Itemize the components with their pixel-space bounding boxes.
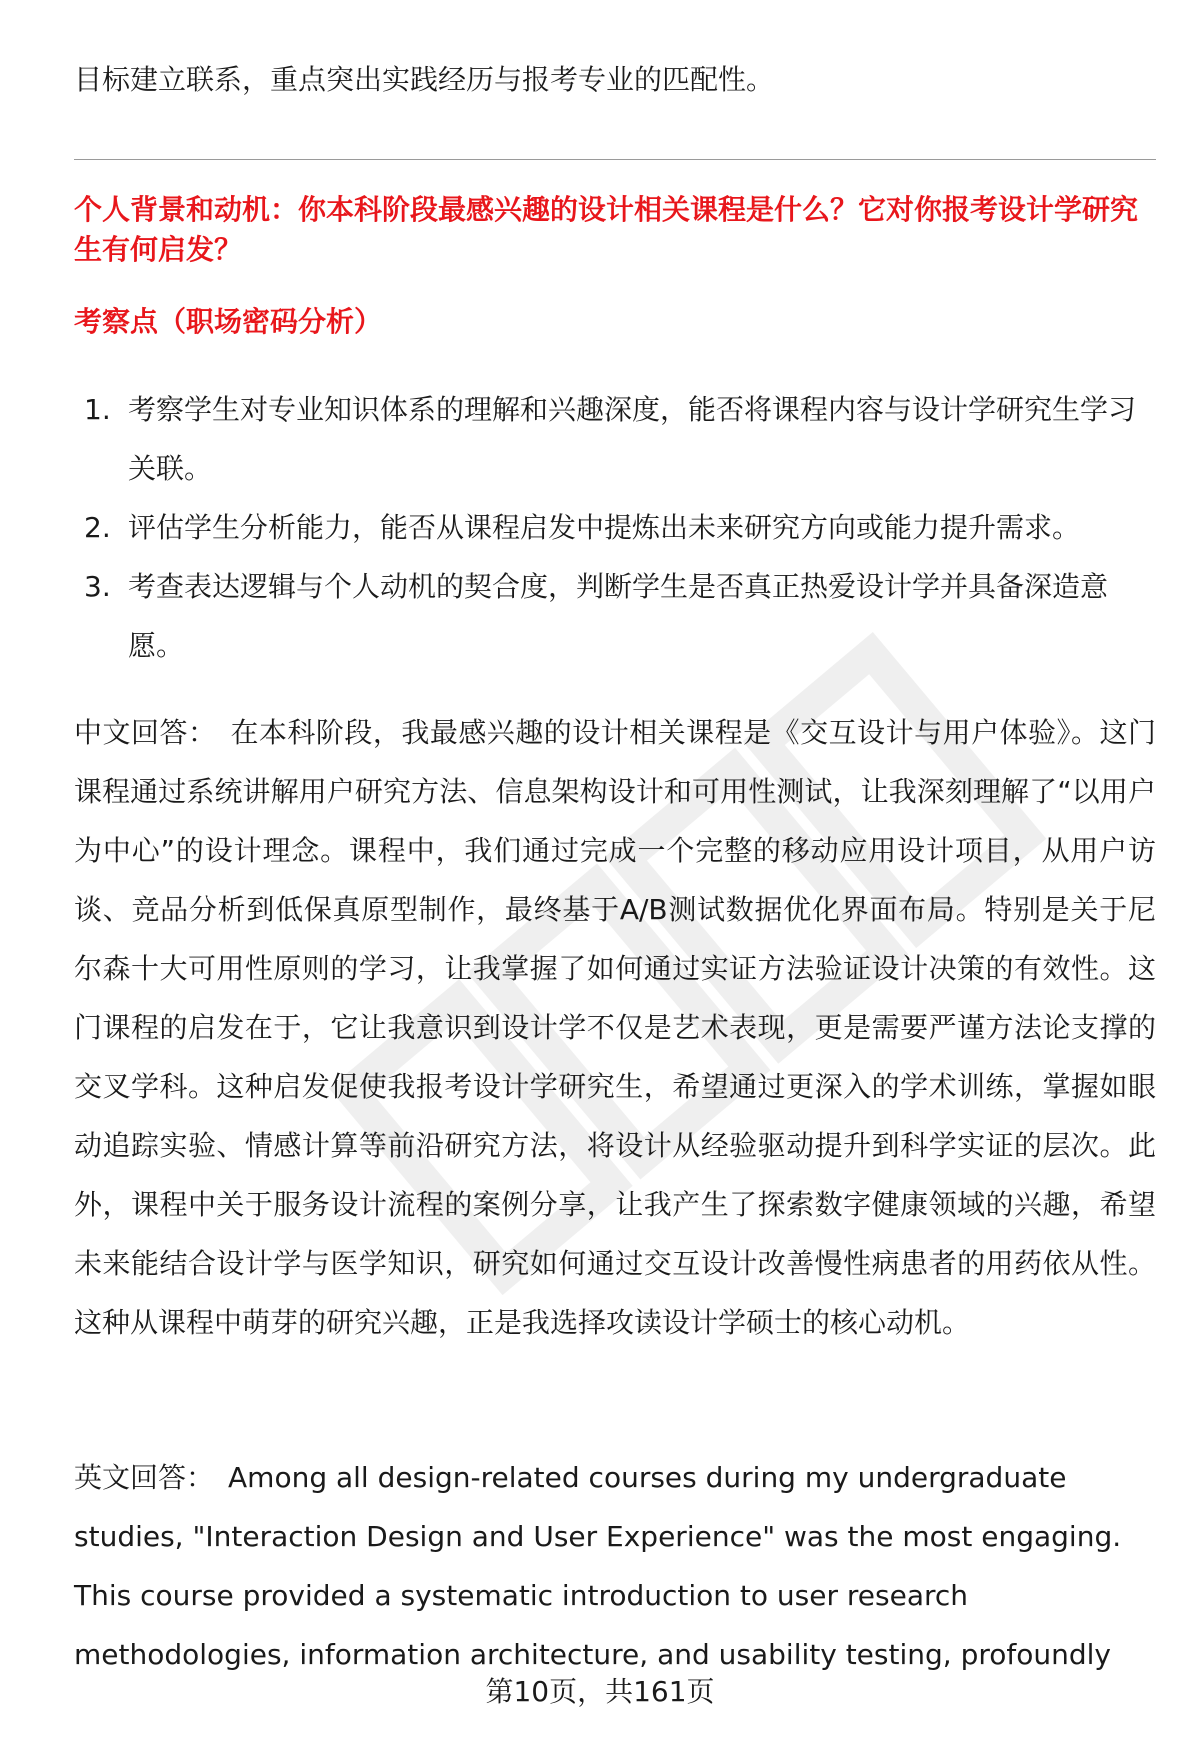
chinese-answer-text: 在本科阶段，我最感兴趣的设计相关课程是《交互设计与用户体验》。这门课程通过系统讲解用户研究方法、信息架构设计和可用性测试，让我深刻理解了“以用户为中心”的设计理念。课程中，我们通过完成一个完整的移动应用设计项目，从用户访谈、竞品分析到低保真原型制作，最终基于A/B测试数据优化界面布局。特别是关于尼尔森十大可用性原则的学习，让我掌握了如何通过实证方法验证设计决策的有效性。这门课程的启发在于，它让我意识到设计学不仅是艺术表现，更是需要严谨方法论支撑的交叉学科。这种启发促使我报考设计学研究生，希望通过更深入的学术训练，掌握如眼动追踪实验、情感计算等前沿研究方法，将设计从经验驱动提升到科学实证的层次。此外，课程中关于服务设计流程的案例分享，让我产生了探索数字健康领域的兴趣，希望未来能结合设计学与医学知识，研究如何通过交互设计改善慢性病患者的用药依从性。这种从课程中萌芽的研究兴趣，正是我选择攻读设计学硕士的核心动机。 [74,716,1156,1339]
list-number: 3. [84,570,111,603]
english-answer [74,1448,1156,1684]
page-footer: 第10页，共161页 [485,1675,715,1708]
chinese-answer [74,703,1156,1352]
question-heading: 个人背景和动机：你本科阶段最感兴趣的设计相关课程是什么？它对你报考设计学研究生有何启发？ [74,193,1139,266]
list-item [74,380,1156,498]
list-number: 2. [84,511,111,544]
list-item [74,498,1156,557]
list-number: 1. [84,393,111,426]
list-item-text: 考察学生对专业知识体系的理解和兴趣深度，能否将课程内容与设计学研究生学习关联。 [128,393,1137,485]
assessment-points-list [74,380,1156,675]
section-divider [74,159,1156,160]
english-answer-label: 英文回答： [74,1461,215,1494]
chinese-answer-label: 中文回答： [74,716,217,749]
points-heading: 考察点（职场密码分析） [74,305,383,338]
list-item [74,557,1156,675]
list-item-text: 考查表达逻辑与个人动机的契合度，判断学生是否真正热爱设计学并具备深造意愿。 [128,570,1109,662]
list-item-text: 评估学生分析能力，能否从课程启发中提炼出未来研究方向或能力提升需求。 [128,511,1081,544]
continued-paragraph: 目标建立联系，重点突出实践经历与报考专业的匹配性。 [74,63,775,96]
english-answer-text: Among all design-related courses during my undergraduate studies, "Interaction Design and User Experience" was the most engaging. This course provided a systematic introduction to user research methodologies, information architecture, and usability testing, profoundly [74,1461,1122,1671]
